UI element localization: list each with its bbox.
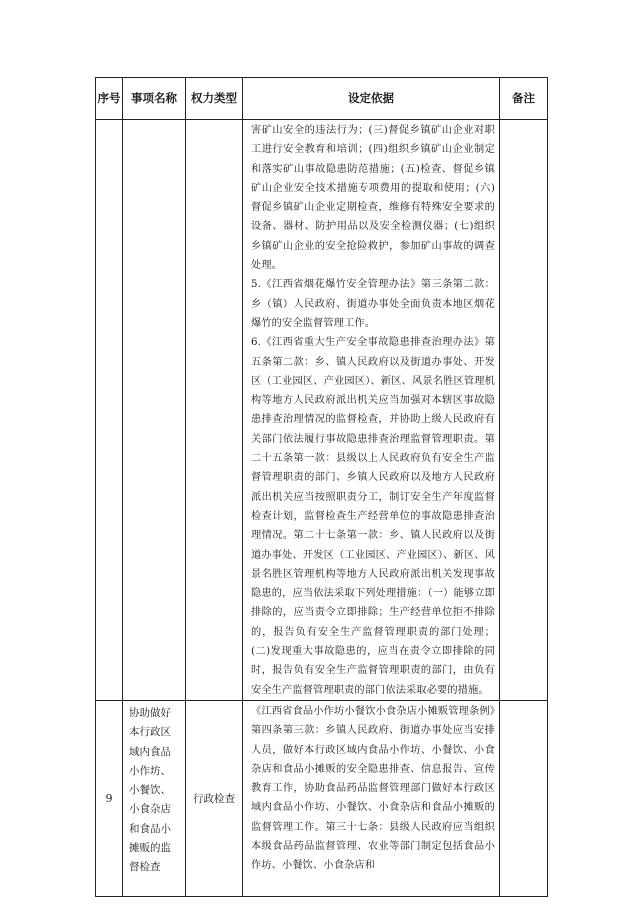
row-9-legal-basis bbox=[243, 700, 500, 896]
header-legal-basis: 设定依据 bbox=[243, 78, 500, 120]
table-header-row bbox=[96, 78, 548, 120]
header-seq: 序号 bbox=[96, 78, 123, 120]
table-row-continued bbox=[96, 120, 548, 701]
cell-power-type bbox=[186, 120, 243, 701]
basis-paragraph: 6.《江西省重大生产安全事故隐患排查治理办法》第五条第二款：乡、镇人民政府以及街道办事处、开发区（工业园区、产业园区）、新区、风景名胜区管理机构等地方人民政府派出机关应当加强对本辖区事故隐患排查治理情况的监督检查，并协助上级人民政府有关部门依法履行事故隐患排查治理监督管理职责。第二十五条第一款：县级以上人民政府负有安全生产监督管理职责的部门、乡镇人民政府以及地方人民政府派出机关应当按照职责分工，制订安全生产年度监督检查计划，监督检查生产经营单位的事故隐患排查治理情况。第二十七条第一款：乡、镇人民政府以及街道办事处、开发区（工业园区、产业园区）、新区、风景名胜区管理机构等地方人民政府派出机关发现事故隐患的，应当依法采取下列处理措施：（一）能够立即排除的，应当责令立即排除；生产经营单位拒不排除的，报告负有安全生产监督管理职责的部门处理；(二)发现重大事故隐患的，应当在责令立即排除的同时，报告负有安全生产监督管理职责的部门，由负有安全生产监督管理职责的部门依法采取必要的措施。 bbox=[251, 337, 495, 696]
header-power-type: 权力类型 bbox=[186, 78, 243, 120]
row-9-remarks bbox=[500, 700, 548, 896]
item-name-text: 协助做好本行政区域内食品小作坊、小餐饮、小食杂店和食品小摊贩的监督检查 bbox=[129, 706, 171, 874]
cell-seq bbox=[96, 120, 123, 701]
cell-item-name bbox=[123, 120, 186, 701]
row-9-item-name bbox=[123, 700, 186, 896]
row-9-power-type: 行政检查 bbox=[186, 700, 243, 896]
header-item-name: 事项名称 bbox=[123, 78, 186, 120]
row-9-seq: 9 bbox=[96, 700, 123, 896]
basis-paragraph: 《江西省食品小作坊小餐饮小食杂店小摊贩管理条例》第四条第三款：乡镇人民政府、街道办事处应当安排人员，做好本行政区域内食品小作坊、小餐饮、小食杂店和食品小摊贩的安全隐患排查、信息报告、宣传教育工作，协助食品药品监督管理部门做好本行政区域内食品小作坊、小餐饮、小食杂店和食品小摊贩的监督管理工作。第三十七条：县级人民政府应当组织本级食品药品监督管理、农业等部门制定包括食品小作坊、小餐饮、小食杂店和 bbox=[251, 705, 495, 872]
authority-list-table bbox=[95, 77, 548, 897]
cell-remarks bbox=[500, 120, 548, 701]
basis-paragraph: 5.《江西省烟花爆竹安全管理办法》第三条第二款：乡（镇）人民政府、街道办事处全面负责本地区烟花爆竹的安全监督管理工作。 bbox=[251, 279, 495, 329]
table-row-9 bbox=[96, 700, 548, 896]
cell-legal-basis bbox=[243, 120, 500, 701]
basis-paragraph: 害矿山安全的违法行为；(三)督促乡镇矿山企业对职工进行安全教育和培训；(四)组织乡镇矿山企业制定和落实矿山事故隐患防范措施；(五)检查、督促乡镇矿山企业安全技术措施专项费用的提取和使用；(六)督促乡镇矿山企业定期检查，维修有特殊安全要求的设备、器材、防护用品以及安全检测仪器；(七)组织乡镇矿山企业的安全抢险救护，参加矿山事故的调查处理。 bbox=[251, 125, 495, 272]
header-remarks: 备注 bbox=[500, 78, 548, 120]
